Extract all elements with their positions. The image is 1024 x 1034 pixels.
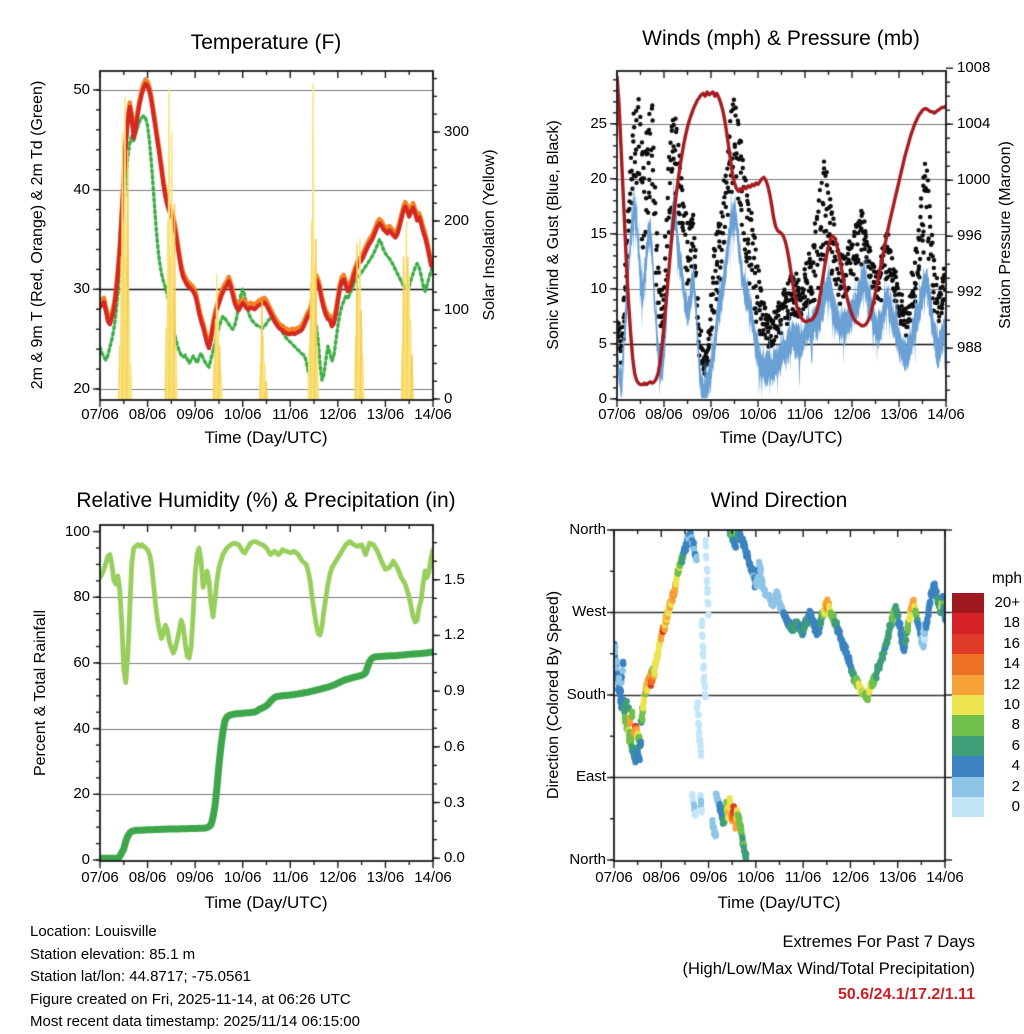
tick-label: 12/06 xyxy=(319,869,357,886)
tick-label: 09/06 xyxy=(176,869,214,886)
tick-label: North xyxy=(569,850,606,868)
tick-label: 10/06 xyxy=(223,869,262,886)
tick-label: 20 xyxy=(590,169,607,187)
extremes-title: Extremes For Past 7 Days xyxy=(782,933,975,951)
tick-label: 12/06 xyxy=(319,406,357,423)
humidity-x-axis-title: Time (Day/UTC) xyxy=(204,893,328,912)
tick-label: 07/06 xyxy=(595,869,633,886)
colorbar-swatch xyxy=(952,756,984,776)
tick-label: 40 xyxy=(73,719,90,737)
colorbar-swatch xyxy=(952,613,984,633)
tick-label: 09/06 xyxy=(689,869,728,886)
tick-label: East xyxy=(575,768,606,786)
tick-label: 10/06 xyxy=(739,406,777,423)
tick-label: 08/06 xyxy=(645,406,683,423)
winds-pressure-chart-title: Winds (mph) & Pressure (mb) xyxy=(642,27,920,50)
tick-label: 11/06 xyxy=(272,406,309,423)
extremes-subtitle: (High/Low/Max Wind/Total Precipitation) xyxy=(682,959,975,978)
tick-label: 08/06 xyxy=(128,406,167,423)
tick-label: 10/06 xyxy=(737,869,775,886)
tick-label: 08/06 xyxy=(128,869,167,886)
tick-label: 100 xyxy=(444,301,470,318)
footer-latlon: Station lat/lon: 44.8717; -75.0561 xyxy=(30,968,252,986)
tick-label: 80 xyxy=(73,588,90,606)
tick-label: 09/06 xyxy=(176,406,214,423)
temperature-x-axis-title: Time (Day/UTC) xyxy=(204,428,328,447)
tick-label: 20 xyxy=(73,785,90,803)
tick-label: 1008 xyxy=(957,59,991,77)
speed-colorbar xyxy=(952,593,984,817)
tick-label: 07/06 xyxy=(81,406,119,423)
colorbar-swatch xyxy=(952,593,984,613)
station-info-footer xyxy=(30,921,360,1034)
tick-label: 13/06 xyxy=(366,406,405,423)
tick-label: 0.3 xyxy=(444,793,465,811)
solar-right-axis-title: Solar Insolation (Yellow) xyxy=(481,149,498,321)
colorbar-swatch xyxy=(952,736,984,756)
tick-label: 15 xyxy=(590,224,607,242)
tick-label: 12/06 xyxy=(831,869,870,886)
tick-label: 11/06 xyxy=(784,869,822,886)
wind-direction-chart-title: Wind Direction xyxy=(710,489,848,512)
footer-timestamp: Most recent data timestamp: 2025/11/14 06:15:00 xyxy=(30,1013,360,1031)
tick-label: 12/06 xyxy=(833,406,871,423)
tick-label: 30 xyxy=(73,280,90,298)
tick-label: 0.6 xyxy=(444,737,465,755)
tick-label: 0 xyxy=(598,389,607,407)
tick-label: 0.0 xyxy=(444,849,465,867)
tick-label: 2 xyxy=(1011,777,1020,795)
tick-label: 13/06 xyxy=(880,406,918,423)
tick-label: 988 xyxy=(957,339,983,357)
tick-label: 11/06 xyxy=(786,406,824,423)
tick-label: 20+ xyxy=(994,594,1020,611)
tick-label: 10 xyxy=(590,279,607,297)
humidity-precip-chart-title: Relative Humidity (%) & Precipitation (in) xyxy=(76,489,456,512)
tick-label: 0.9 xyxy=(444,682,465,700)
tick-label: 20 xyxy=(73,380,90,398)
tick-label: 14/06 xyxy=(927,406,965,423)
tick-label: West xyxy=(572,603,606,621)
tick-label: 4 xyxy=(1011,757,1020,775)
temperature-left-axis-title: 2m & 9m T (Red, Orange) & 2m Td (Green) xyxy=(29,80,46,390)
colorbar-swatch xyxy=(952,777,984,797)
tick-label: 16 xyxy=(1003,634,1020,652)
tick-label: 12 xyxy=(1003,675,1020,693)
winds-x-axis-title: Time (Day/UTC) xyxy=(719,428,843,447)
tick-label: 14/06 xyxy=(926,869,964,886)
humidity-left-axis-title: Percent & Total Rainfall xyxy=(32,609,49,777)
tick-label: 10 xyxy=(1003,696,1020,713)
tick-label: 14 xyxy=(1003,655,1020,673)
tick-label: 07/06 xyxy=(598,406,636,423)
tick-label: 1.2 xyxy=(444,626,465,644)
tick-label: 09/06 xyxy=(692,406,730,423)
wind-left-axis-title: Sonic Wind & Gust (Blue, Black) xyxy=(545,120,562,350)
tick-label: 100 xyxy=(64,522,90,540)
tick-label: 10/06 xyxy=(223,406,262,423)
footer-location: Location: Louisville xyxy=(30,923,157,940)
tick-label: 60 xyxy=(73,653,90,671)
tick-label: 992 xyxy=(957,283,983,301)
tick-label: North xyxy=(569,521,606,538)
tick-label: 1.5 xyxy=(444,570,465,588)
extremes-footer xyxy=(682,929,975,1009)
tick-label: 14/06 xyxy=(414,406,452,423)
tick-label: South xyxy=(566,685,606,703)
wind-direction-x-axis-title: Time (Day/UTC) xyxy=(717,893,841,912)
tick-label: 0 xyxy=(444,390,453,408)
tick-label: 996 xyxy=(957,227,983,245)
tick-label: 1004 xyxy=(957,115,991,133)
tick-label: 11/06 xyxy=(272,869,309,886)
colorbar-swatch xyxy=(952,675,984,695)
colorbar-units-label: mph xyxy=(991,570,1022,587)
tick-label: 300 xyxy=(444,122,470,140)
tick-label: 5 xyxy=(598,334,607,352)
pressure-right-axis-title: Station Pressure (Maroon) xyxy=(997,141,1014,329)
tick-label: 0 xyxy=(1011,798,1020,815)
tick-label: 07/06 xyxy=(81,869,119,886)
tick-label: 13/06 xyxy=(366,869,405,886)
tick-label: 18 xyxy=(1003,614,1020,632)
tick-label: 25 xyxy=(590,114,607,132)
temperature-chart-title: Temperature (F) xyxy=(190,31,342,54)
colorbar-swatch xyxy=(952,634,984,654)
tick-label: 200 xyxy=(444,211,470,229)
tick-label: 6 xyxy=(1011,736,1020,754)
tick-label: 08/06 xyxy=(642,869,681,886)
direction-left-axis-title: Direction (Colored By Speed) xyxy=(545,590,562,800)
tick-label: 40 xyxy=(73,180,90,198)
footer-created: Figure created on Fri, 2025-11-14, at 06:26 UTC xyxy=(30,990,351,1008)
tick-label: 1000 xyxy=(957,171,991,189)
colorbar-swatch xyxy=(952,695,984,715)
extremes-values: 50.6/24.1/17.2/1.11 xyxy=(837,986,975,1003)
tick-label: 8 xyxy=(1011,716,1020,734)
colorbar-swatch xyxy=(952,715,984,735)
tick-label: 14/06 xyxy=(414,869,452,886)
tick-label: 50 xyxy=(73,80,90,98)
tick-label: 13/06 xyxy=(878,869,917,886)
tick-label: 0 xyxy=(81,851,90,868)
footer-elevation: Station elevation: 85.1 m xyxy=(30,945,196,963)
colorbar-swatch xyxy=(952,797,984,817)
colorbar-swatch xyxy=(952,654,984,674)
